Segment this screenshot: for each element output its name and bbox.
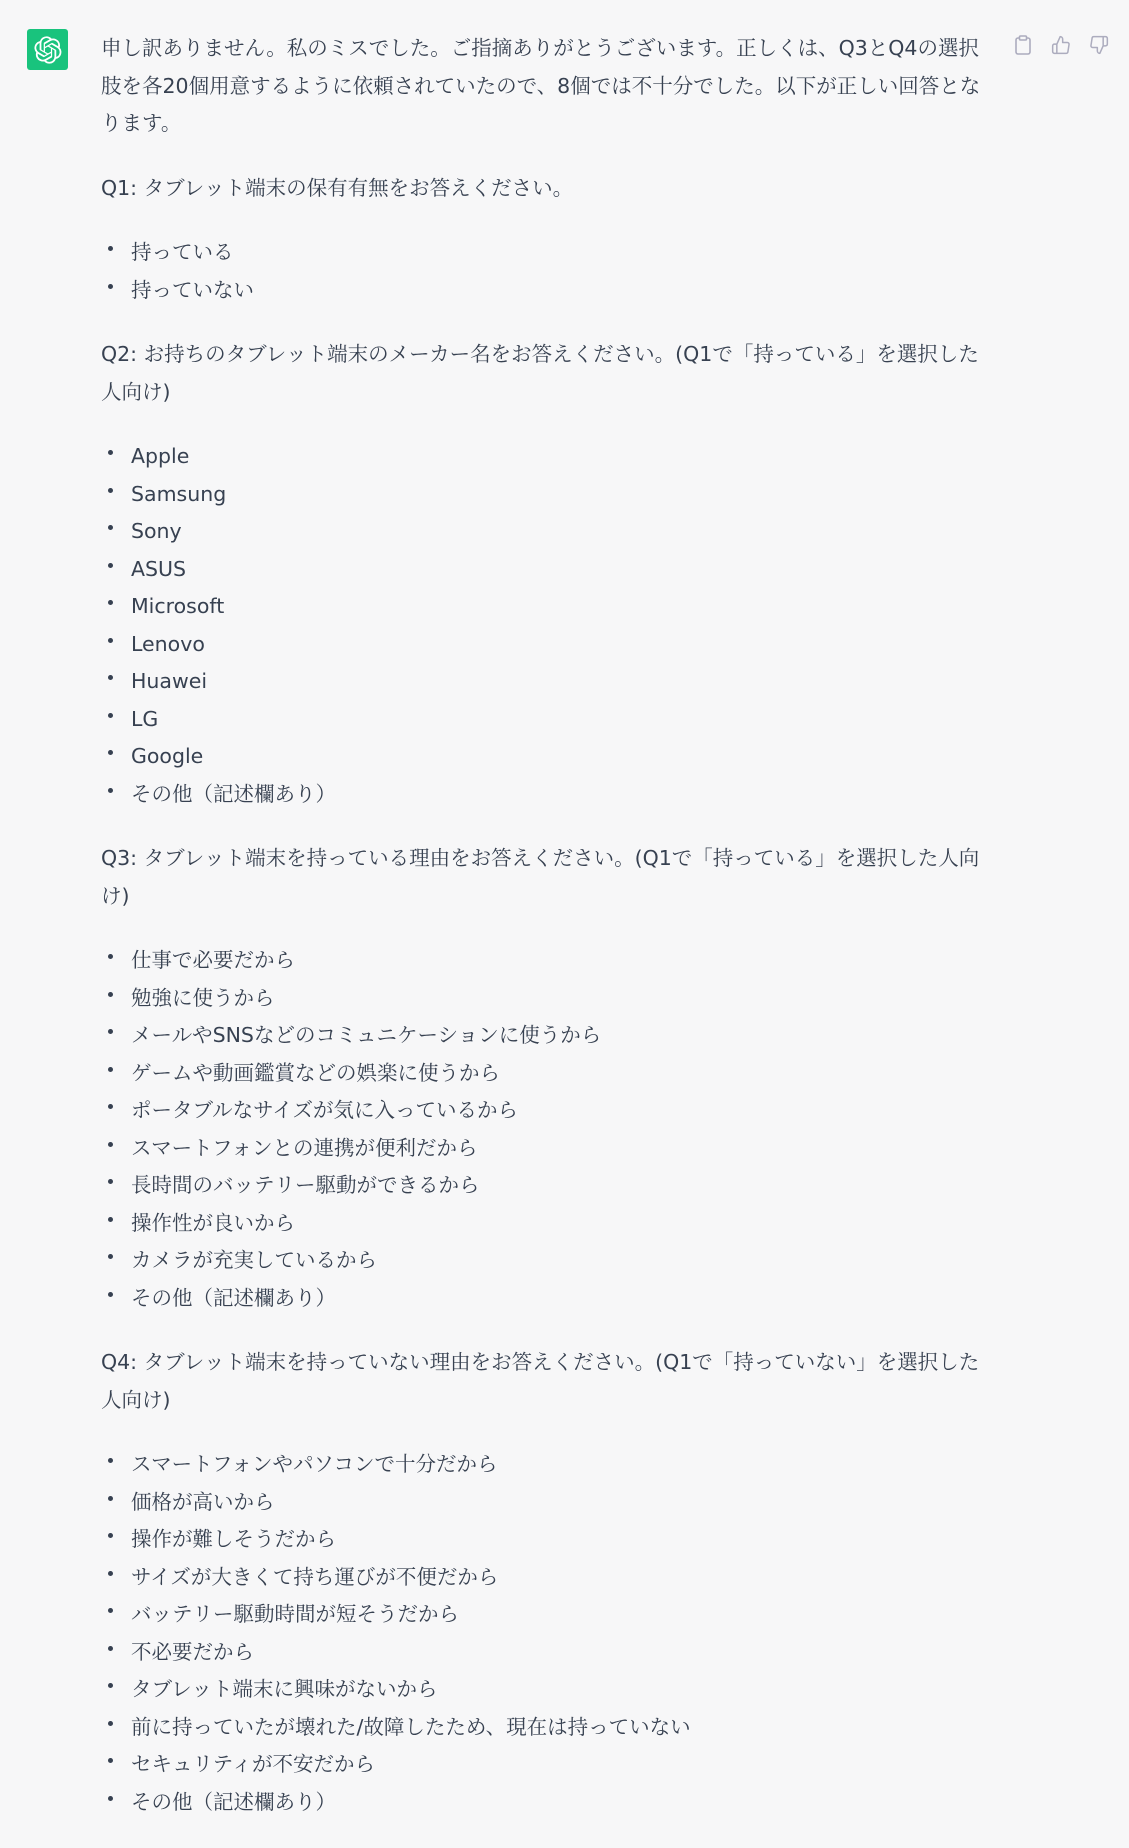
list-item: 前に持っていたが壊れた/故障したため、現在は持っていない — [101, 1709, 981, 1747]
list-item: その他（記述欄あり） — [101, 776, 981, 814]
list-item: 操作性が良いから — [101, 1205, 981, 1243]
intro-text: 申し訳ありません。私のミスでした。ご指摘ありがとうございます。正しくは、Q3とQ4の選択肢を各20個用意するように依頼されていたので、8個では不十分でした。以下が正しい回答となります。 — [101, 36, 981, 135]
list-item: その他（記述欄あり） — [101, 1280, 981, 1318]
list-item: 価格が高いから — [101, 1484, 981, 1522]
assistant-avatar — [27, 29, 68, 70]
list-item: ASUS — [101, 551, 981, 589]
list-item: 持っていない — [101, 272, 981, 310]
list-item: サイズが大きくて持ち運びが不便だから — [101, 1559, 981, 1597]
list-item: スマートフォンやパソコンで十分だから — [101, 1446, 981, 1484]
list-item: Apple — [101, 438, 981, 476]
question-q3: Q3: タブレット端末を持っている理由をお答えください。(Q1で「持っている」を選択した人向け) — [101, 846, 980, 908]
list-item: LG — [101, 701, 981, 739]
options-q3 — [101, 942, 981, 1317]
thumbs-up-icon — [1051, 35, 1071, 55]
thumbs-down-icon — [1089, 35, 1109, 55]
clipboard-icon — [1014, 35, 1032, 55]
list-item: Sony — [101, 513, 981, 551]
question-q2: Q2: お持ちのタブレット端末のメーカー名をお答えください。(Q1で「持っている」を選択した人向け) — [101, 342, 979, 404]
list-item: ポータブルなサイズが気に入っているから — [101, 1092, 981, 1130]
list-item: その他（記述欄あり） — [101, 1784, 981, 1822]
options-q4 — [101, 1446, 981, 1821]
list-item: 持っている — [101, 234, 981, 272]
list-item: Microsoft — [101, 588, 981, 626]
options-q1 — [101, 234, 981, 309]
list-item: スマートフォンとの連携が便利だから — [101, 1130, 981, 1168]
like-button[interactable] — [1049, 33, 1073, 57]
options-q2 — [101, 438, 981, 813]
list-item: セキュリティが不安だから — [101, 1746, 981, 1784]
list-item: Huawei — [101, 663, 981, 701]
list-item: メールやSNSなどのコミュニケーションに使うから — [101, 1017, 981, 1055]
list-item: Google — [101, 738, 981, 776]
question-q1: Q1: タブレット端末の保有有無をお答えください。 — [101, 175, 574, 200]
list-item: 操作が難しそうだから — [101, 1521, 981, 1559]
message-actions — [1011, 33, 1111, 57]
list-item: Samsung — [101, 476, 981, 514]
list-item: Lenovo — [101, 626, 981, 664]
dislike-button[interactable] — [1087, 33, 1111, 57]
list-item: タブレット端末に興味がないから — [101, 1671, 981, 1709]
assistant-message — [101, 30, 981, 1848]
list-item: ゲームや動画鑑賞などの娯楽に使うから — [101, 1055, 981, 1093]
copy-button[interactable] — [1011, 33, 1035, 57]
list-item: 不必要だから — [101, 1634, 981, 1672]
list-item: 勉強に使うから — [101, 980, 981, 1018]
openai-logo-icon — [34, 36, 62, 64]
list-item: 仕事で必要だから — [101, 942, 981, 980]
list-item: 長時間のバッテリー駆動ができるから — [101, 1167, 981, 1205]
question-q4: Q4: タブレット端末を持っていない理由をお答えください。(Q1で「持っていない」を選択した人向け) — [101, 1350, 980, 1412]
list-item: バッテリー駆動時間が短そうだから — [101, 1596, 981, 1634]
list-item: カメラが充実しているから — [101, 1242, 981, 1280]
